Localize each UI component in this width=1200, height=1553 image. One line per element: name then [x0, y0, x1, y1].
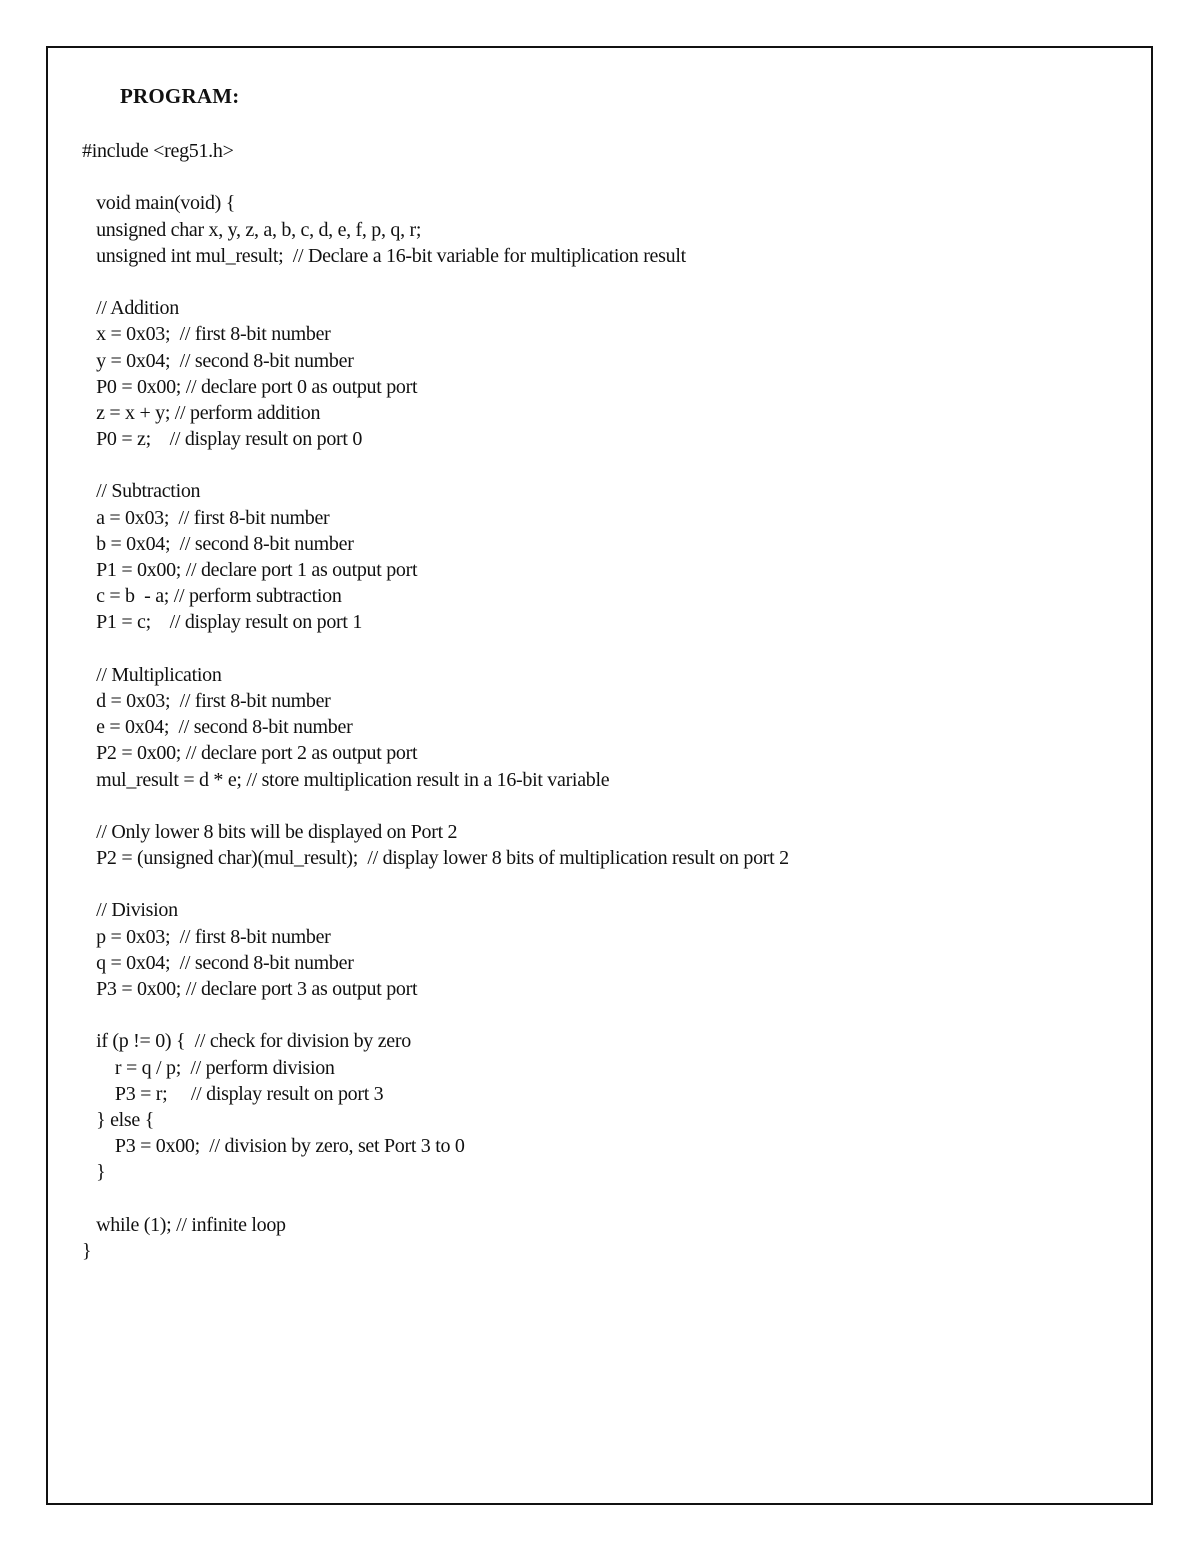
code-line: } — [82, 1161, 106, 1184]
code-line: while (1); // infinite loop — [82, 1213, 286, 1236]
code-line: // Multiplication — [82, 663, 222, 686]
code-line: unsigned int mul_result; // Declare a 16-bit variable for multiplication result — [82, 244, 686, 267]
code-line: P0 = z; // display result on port 0 — [82, 428, 363, 451]
code-line: unsigned char x, y, z, a, b, c, d, e, f, p, q, r; — [82, 218, 422, 241]
code-line: // Subtraction — [82, 480, 201, 503]
code-line — [82, 793, 1132, 819]
code-line — [82, 1002, 1132, 1028]
code-line: r = q / p; // perform division — [82, 1056, 335, 1079]
code-line: e = 0x04; // second 8-bit number — [82, 716, 353, 739]
code-line: // Addition — [82, 297, 179, 320]
code-line: q = 0x04; // second 8-bit number — [82, 951, 354, 974]
code-line: d = 0x03; // first 8-bit number — [82, 689, 331, 712]
code-line: } — [82, 1239, 92, 1262]
code-line: void main(void) { — [82, 192, 236, 215]
code-line: a = 0x03; // first 8-bit number — [82, 506, 330, 529]
code-line: b = 0x04; // second 8-bit number — [82, 532, 354, 555]
code-line — [82, 164, 1132, 190]
code-line: p = 0x03; // first 8-bit number — [82, 925, 331, 948]
code-line: P1 = c; // display result on port 1 — [82, 611, 363, 634]
code-line: P0 = 0x00; // declare port 0 as output port — [82, 375, 418, 398]
code-line: #include <reg51.h> — [82, 140, 234, 162]
program-heading: PROGRAM: — [120, 84, 240, 108]
code-line: c = b - a; // perform subtraction — [82, 585, 342, 608]
code-line — [82, 871, 1132, 897]
code-line: // Only lower 8 bits will be displayed on Port 2 — [82, 820, 458, 843]
code-line: } else { — [82, 1108, 154, 1131]
code-line: P2 = (unsigned char)(mul_result); // display lower 8 bits of multiplication result on port 2 — [82, 847, 789, 870]
code-line — [82, 269, 1132, 295]
code-line — [82, 636, 1132, 662]
code-line: y = 0x04; // second 8-bit number — [82, 349, 354, 372]
code-line: if (p != 0) { // check for division by zero — [82, 1030, 411, 1053]
code-line: x = 0x03; // first 8-bit number — [82, 323, 331, 346]
code-line — [82, 1186, 1132, 1212]
code-line: P3 = r; // display result on port 3 — [82, 1082, 384, 1105]
code-line: P1 = 0x00; // declare port 1 as output port — [82, 559, 418, 581]
code-line: P3 = 0x00; // declare port 3 as output port — [82, 978, 418, 1000]
code-line: z = x + y; // perform addition — [82, 401, 321, 424]
code-line: mul_result = d * e; // store multiplication result in a 16-bit variable — [82, 768, 610, 791]
code-line: // Division — [82, 899, 178, 922]
code-line: P2 = 0x00; // declare port 2 as output port — [82, 742, 418, 765]
code-line: P3 = 0x00; // division by zero, set Port 3 to 0 — [82, 1135, 465, 1158]
code-line — [82, 452, 1132, 478]
code-listing — [82, 138, 1132, 1264]
